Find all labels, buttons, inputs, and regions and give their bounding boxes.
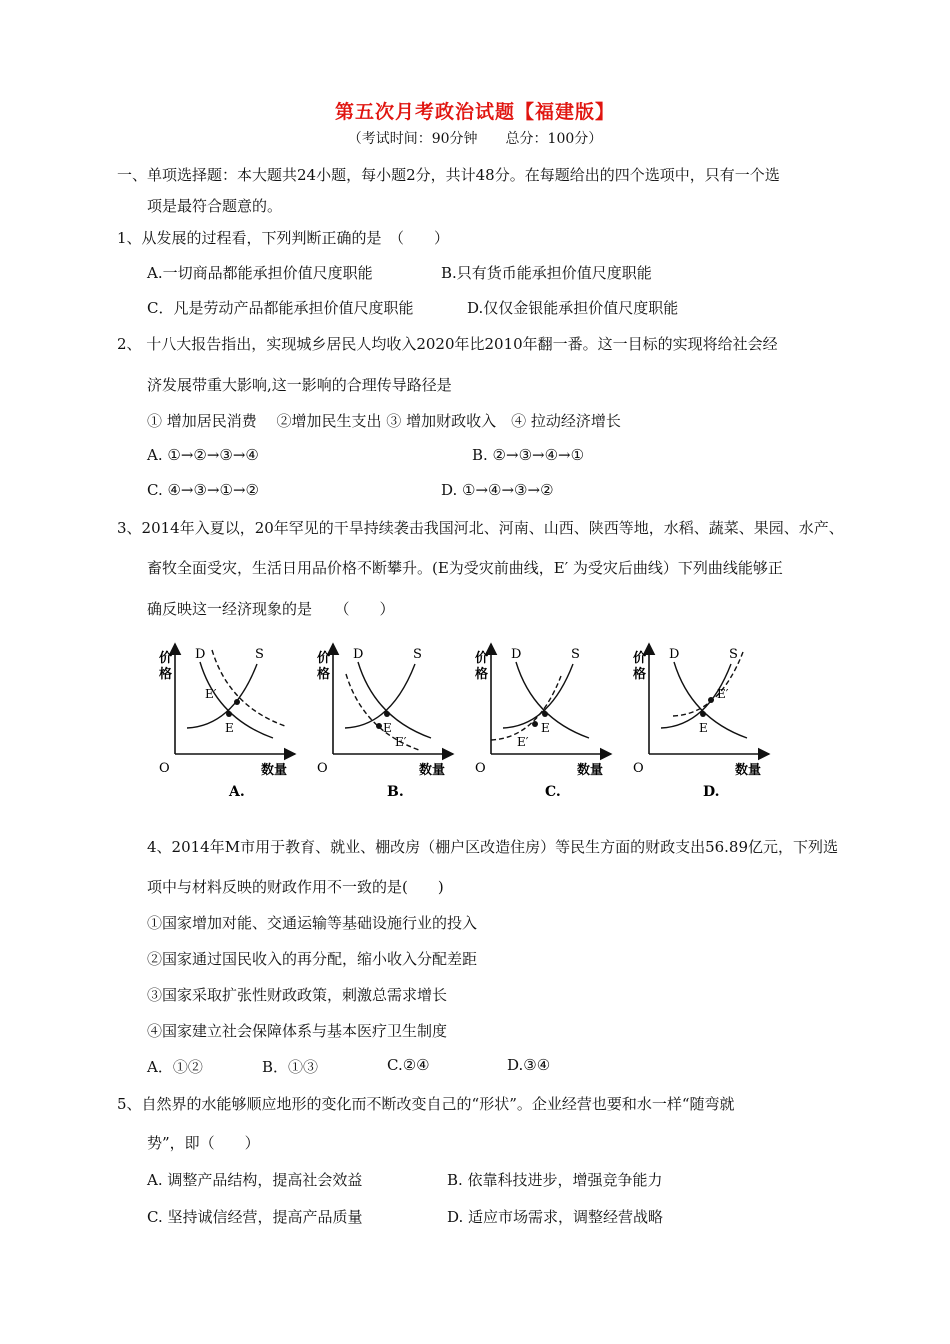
question-4-item-3: ③国家采取扩张性财政政策，刺激总需求增长 [147,986,448,1004]
question-2-option-a[interactable]: A. ①→②→③→④ [147,446,259,464]
panel-label-0: A. [229,784,245,800]
panel-label-2: C. [545,784,561,800]
question-3-stem-line-2: 畜牧全面受灾，生活日用品价格不断攀升。(E为受灾前曲线，E′ 为受灾后曲线）下列曲线能够正 [147,559,783,577]
origin-label-2: O [475,761,486,776]
question-1-option-a[interactable]: A.一切商品都能承担价值尺度职能 [147,264,373,282]
demand-curve-1 [358,662,431,738]
question-5-option-a[interactable]: A. 调整产品结构，提高社会效益 [147,1171,363,1189]
supply-curve-2 [503,664,573,728]
question-4-stem-line-2: 项中与材料反映的财政作用不一致的是( ) [147,878,444,896]
new-equilibrium-point-3 [708,697,714,703]
section-instructions-line-2: 项是最符合题意的。 [147,197,283,215]
y-axis-label-0-top: 价 [159,651,173,666]
supply-curve-1 [345,664,415,728]
x-axis-label-0: 数量 [261,763,288,778]
demand-label-3: D [669,647,680,662]
question-2-stem-line-2: 济发展带重大影响,这一影响的合理传导路径是 [147,376,452,394]
origin-label-1: O [317,761,328,776]
new-equilibrium-label-0: E′ [205,687,217,701]
question-3-stem-line-3: 确反映这一经济现象的是 （ ） [147,600,395,618]
page-title: 第五次月考政治试题【福建版】 [334,101,615,123]
section-instructions-line-1: 一、单项选择题：本大题共24小题，每小题2分，共计48分。在每题给出的四个选项中，只有一个选 [117,166,780,184]
question-1-option-d[interactable]: D.仅仅金银能承担价值尺度职能 [467,299,679,317]
demand-label-0: D [195,647,206,662]
origin-label-3: O [633,761,644,776]
demand-label-2: D [511,647,522,662]
y-axis-label-3-top: 价 [633,651,647,666]
question-2-stem-line-1: 2、 十八大报告指出，实现城乡居民人均收入2020年比2010年翻一番。这一目标的实现将给社会经 [117,335,778,353]
supply-label-0: S [255,647,264,662]
new-equilibrium-point-0 [234,699,240,705]
y-axis-label-2-top: 价 [475,651,489,666]
question-4-item-2: ②国家通过国民收入的再分配，缩小收入分配差距 [147,950,478,968]
question-5-option-c[interactable]: C. 坚持诚信经营，提高产品质量 [147,1208,363,1226]
question-1-option-b[interactable]: B.只有货币能承担价值尺度职能 [441,264,652,282]
y-axis-label-1-top: 价 [317,651,331,666]
new-equilibrium-point-1 [376,723,382,729]
new-equilibrium-label-3: E′ [717,687,729,701]
question-4-option-d[interactable]: D.③④ [507,1056,551,1074]
origin-label-0: O [159,761,170,776]
x-axis-label-1: 数量 [419,763,446,778]
exam-info: （考试时间：90分钟 总分：100分） [347,131,603,147]
question-2-option-b[interactable]: B. ②→③→④→① [472,446,585,464]
question-4-stem-line-1: 4、2014年M市用于教育、就业、棚改房（棚户区改造住房）等民生方面的财政支出56.89亿元，下列选 [147,838,839,856]
supply-label-1: S [413,647,422,662]
question-5-option-d[interactable]: D. 适应市场需求，调整经营战略 [447,1208,664,1226]
panel-label-1: B. [387,784,404,800]
new-equilibrium-point-2 [532,721,538,727]
x-axis-label-3: 数量 [735,763,762,778]
question-4-item-4: ④国家建立社会保障体系与基本医疗卫生制度 [147,1022,448,1040]
question-4-item-1: ①国家增加对能、交通运输等基础设施行业的投入 [147,914,478,932]
equilibrium-label-2: E [541,721,550,735]
new-equilibrium-label-1: E′ [395,735,407,749]
equilibrium-point-2 [542,711,548,717]
question-2-items: ① 增加居民消费 ②增加民生支出 ③ 增加财政收入 ④ 拉动经济增长 [147,412,621,430]
supply-label-3: S [729,647,738,662]
supply-demand-diagrams [145,628,795,806]
panel-label-3: D. [703,784,720,800]
equilibrium-point-1 [384,711,390,717]
y-axis-label-2-bottom: 格 [475,667,489,682]
question-5-option-b[interactable]: B. 依靠科技进步，增强竞争能力 [447,1171,663,1189]
equilibrium-label-3: E [699,721,708,735]
supply-label-2: S [571,647,580,662]
question-1-option-c[interactable]: C．凡是劳动产品都能承担价值尺度职能 [147,299,414,317]
y-axis-label-0-bottom: 格 [159,667,173,682]
question-5-stem-line-2: 势”，即（ ） [147,1134,260,1152]
equilibrium-label-0: E [225,721,234,735]
question-2-option-c[interactable]: C. ④→③→①→② [147,481,259,499]
question-4-option-a[interactable]: A．①② [147,1058,203,1076]
new-equilibrium-label-2: E′ [517,735,529,749]
shifted-curve-1 [346,674,419,750]
equilibrium-point-0 [226,711,232,717]
question-1-stem: 1、从发展的过程看，下列判断正确的是 （ ） [117,229,450,247]
question-3-stem-line-1: 3、2014年入夏以，20年罕见的干旱持续袭击我国河北、河南、山西、陕西等地，水稻、蔬菜、果园、水产、 [117,519,844,537]
demand-label-1: D [353,647,364,662]
demand-curve-2 [516,662,589,738]
y-axis-label-1-bottom: 格 [317,667,331,682]
equilibrium-point-3 [700,711,706,717]
x-axis-label-2: 数量 [577,763,604,778]
question-4-option-b[interactable]: B．①③ [262,1058,319,1076]
question-4-option-c[interactable]: C.②④ [387,1056,430,1074]
question-5-stem-line-1: 5、自然界的水能够顺应地形的变化而不断改变自己的“形状”。企业经营也要和水一样“随弯就 [117,1095,735,1113]
equilibrium-label-1: E [383,721,392,735]
y-axis-label-3-bottom: 格 [633,667,647,682]
question-2-option-d[interactable]: D. ①→④→③→② [441,481,554,499]
